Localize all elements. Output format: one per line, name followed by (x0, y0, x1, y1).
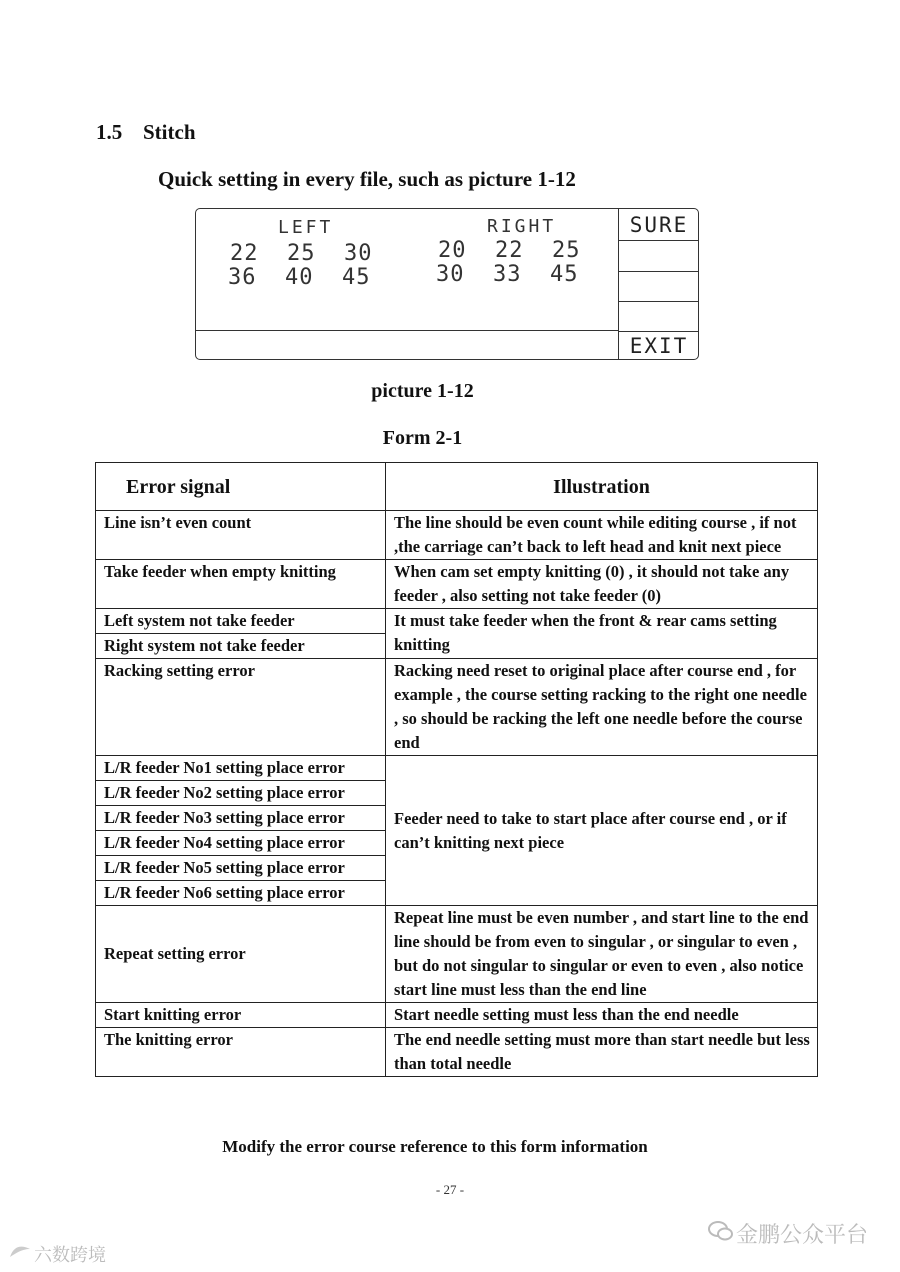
section-title: Stitch (143, 120, 196, 144)
illustration-cell: It must take feeder when the front & rear cams setting knitting (386, 609, 818, 659)
error-signal-cell: L/R feeder No5 setting place error (96, 856, 386, 881)
section-heading (96, 120, 196, 145)
sure-button[interactable]: SURE (619, 209, 699, 241)
table-row (96, 1003, 818, 1028)
illustration-cell: Start needle setting must less than the end needle (386, 1003, 818, 1028)
table-row (96, 560, 818, 609)
error-signal-cell: Line isn’t even count (96, 511, 386, 560)
right-stitch-row-1[interactable]: 20 22 25 (438, 238, 581, 263)
soft-key-2[interactable] (619, 241, 699, 272)
page-number: - 27 - (435, 1182, 465, 1197)
table-header-row (96, 463, 818, 511)
error-signal-cell: L/R feeder No4 setting place error (96, 831, 386, 856)
illustration-cell: The end needle setting must more than start needle but less than total needle (386, 1028, 818, 1077)
illustration-cell: Repeat line must be even number , and start line to the end line should be from even to singular , or singular to even , but do not singular to singular or even to even , also notice start line must less than the end line (386, 906, 818, 1003)
error-signal-cell: L/R feeder No1 setting place error (96, 756, 386, 781)
header-error-signal: Error signal (96, 463, 386, 511)
left-stitch-row-1[interactable]: 22 25 30 (230, 241, 373, 266)
section-number: 1.5 (96, 120, 123, 144)
wechat-icon (708, 1220, 736, 1248)
error-signal-cell: Repeat setting error (96, 906, 386, 1003)
error-signal-cell: Start knitting error (96, 1003, 386, 1028)
soft-key-4[interactable] (619, 302, 699, 332)
error-signal-table (95, 462, 818, 1077)
picture-caption: picture 1-12 (371, 380, 474, 402)
error-signal-cell: L/R feeder No3 setting place error (96, 806, 386, 831)
logo-icon (8, 1243, 34, 1266)
intro-text: Quick setting in every file, such as picture 1-12 (158, 167, 576, 191)
error-signal-cell: Right system not take feeder (96, 634, 386, 659)
panel-status-divider (196, 330, 618, 331)
stitch-setting-screen (195, 208, 699, 360)
table-row (96, 511, 818, 560)
watermark-left (8, 1241, 106, 1267)
illustration-cell: Feeder need to take to start place after course end , or if can’t knitting next piece (386, 756, 818, 906)
error-signal-cell: The knitting error (96, 1028, 386, 1077)
exit-button[interactable]: EXIT (629, 334, 689, 358)
error-signal-cell: L/R feeder No6 setting place error (96, 881, 386, 906)
error-signal-cell: Left system not take feeder (96, 609, 386, 634)
watermark-right (708, 1218, 868, 1249)
table-row (96, 609, 818, 634)
table-row (96, 906, 818, 1003)
right-stitch-row-2[interactable]: 30 33 45 (436, 262, 579, 287)
table-row (96, 756, 818, 781)
table-row (96, 1028, 818, 1077)
illustration-cell: When cam set empty knitting (0) , it should not take any feeder , also setting not take feeder (0) (386, 560, 818, 609)
illustration-cell: Racking need reset to original place after course end , for example , the course setting racking to the right one needle , so should be racking the left one needle before the course end (386, 659, 818, 756)
error-signal-cell: Take feeder when empty knitting (96, 560, 386, 609)
form-title: Form 2-1 (382, 427, 463, 449)
header-illustration: Illustration (386, 463, 818, 511)
soft-key-3[interactable] (619, 272, 699, 302)
left-stitch-row-2[interactable]: 36 40 45 (228, 265, 371, 290)
table-row (96, 659, 818, 756)
right-system-label: RIGHT (487, 216, 557, 237)
error-signal-cell: Racking setting error (96, 659, 386, 756)
watermark-left-text: 六数跨境 (34, 1245, 106, 1266)
watermark-right-text: 金鹏公众平台 (736, 1223, 869, 1248)
footer-note: Modify the error course reference to this form information (222, 1137, 648, 1156)
left-system-label: LEFT (278, 217, 334, 238)
illustration-cell: The line should be even count while editing course , if not ,the carriage can’t back to left head and knit next piece (386, 511, 818, 560)
error-signal-cell: L/R feeder No2 setting place error (96, 781, 386, 806)
